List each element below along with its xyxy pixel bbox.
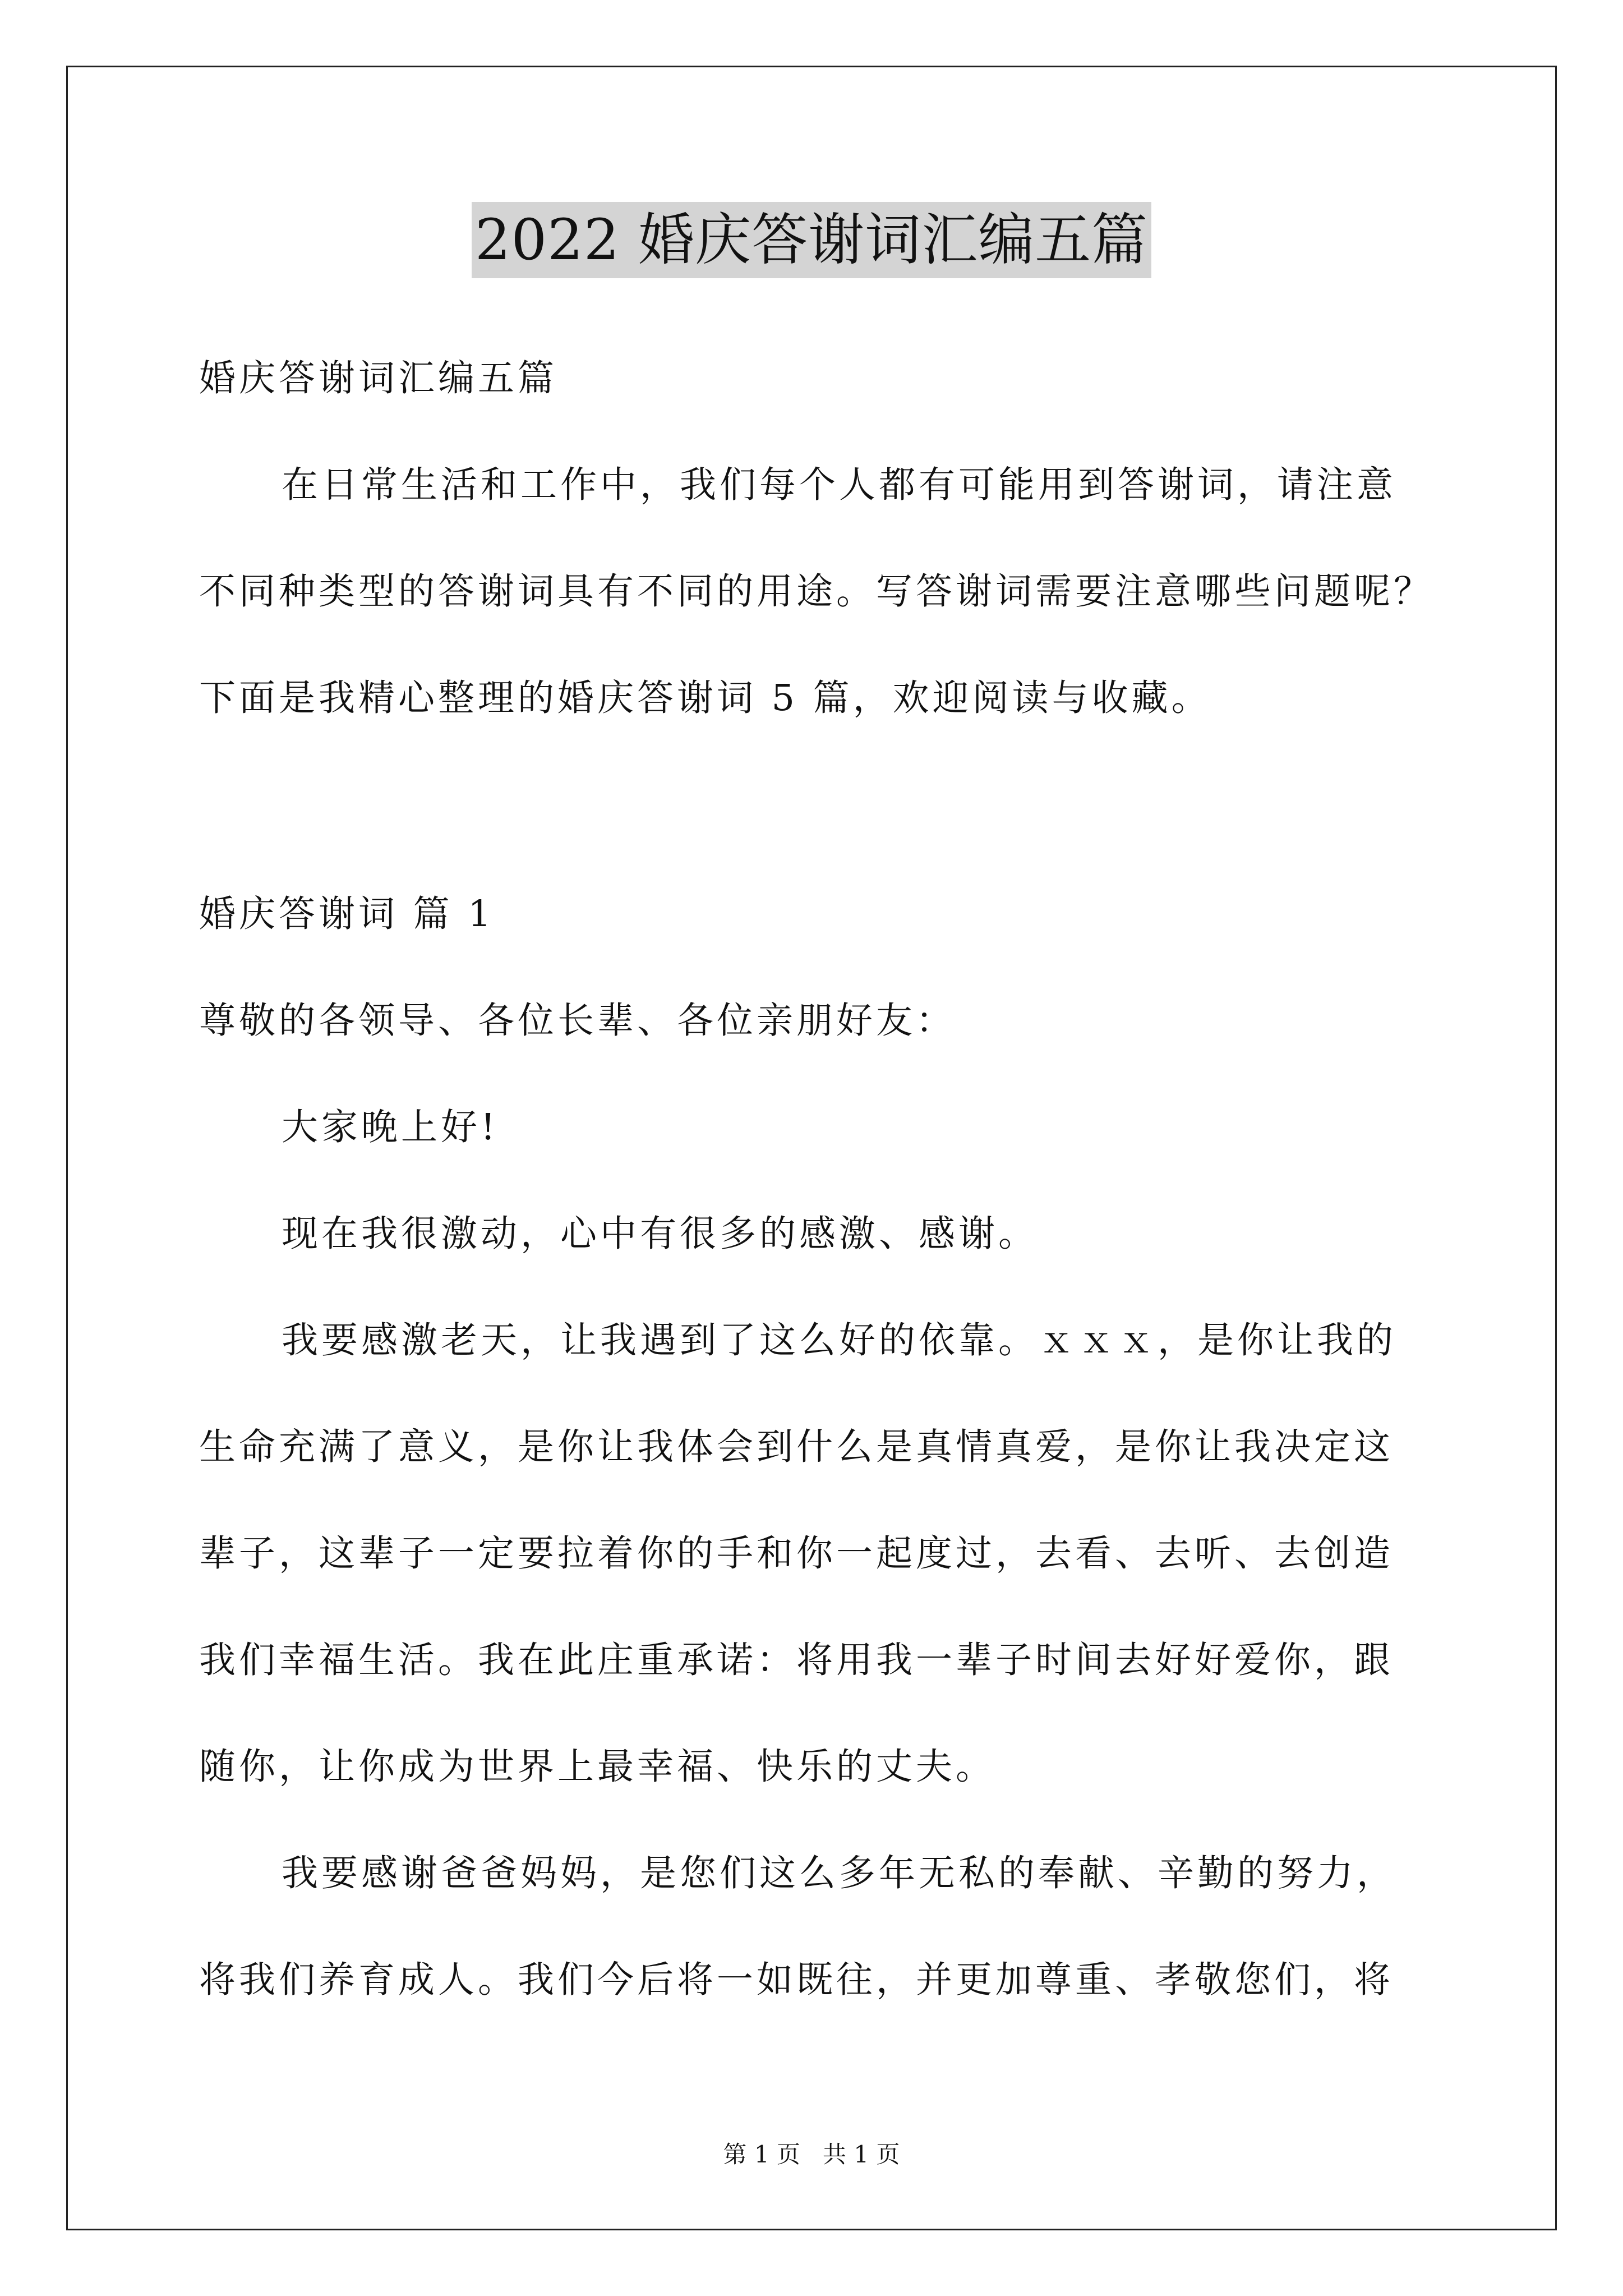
greeting: 大家晚上好! — [282, 1106, 499, 1148]
subtitle: 婚庆答谢词汇编五篇 — [199, 357, 558, 399]
intro-line: 不同种类型的答谢词具有不同的用途。写答谢词需要注意哪些问题呢？ — [199, 570, 1434, 613]
paragraph-line: 我要感谢爸爸妈妈，是您们这么多年无私的奉献、辛勤的努力， — [282, 1852, 1397, 1894]
paragraph-line: 我要感激老天，让我遇到了这么好的依靠。ｘｘｘ，是你让我的 — [282, 1319, 1397, 1361]
paragraph-line: 现在我很激动，心中有很多的感激、感谢。 — [282, 1213, 1039, 1255]
section-heading: 婚庆答谢词 篇 1 — [199, 893, 495, 935]
paragraph-line: 辈子，这辈子一定要拉着你的手和你一起度过，去看、去听、去创造 — [199, 1533, 1394, 1575]
intro-line: 下面是我精心整理的婚庆答谢词 5 篇，欢迎阅读与收藏。 — [199, 677, 1211, 719]
page-footer: 第 1 页 共 1 页 — [723, 2141, 900, 2168]
paragraph-line: 我们幸福生活。我在此庄重承诺：将用我一辈子时间去好好爱你，跟 — [199, 1639, 1394, 1681]
title-container — [0, 202, 1623, 278]
intro-line: 在日常生活和工作中，我们每个人都有可能用到答谢词，请注意 — [282, 464, 1397, 506]
paragraph-line: 将我们养育成人。我们今后将一如既往，并更加尊重、孝敬您们，将 — [199, 1959, 1394, 2001]
document-title: 2022 婚庆答谢词汇编五篇 — [472, 202, 1151, 278]
paragraph-line: 随你，让你成为世界上最幸福、快乐的丈夫。 — [199, 1746, 996, 1788]
paragraph-line: 生命充满了意义，是你让我体会到什么是真情真爱，是你让我决定这 — [199, 1426, 1394, 1468]
salutation: 尊敬的各领导、各位长辈、各位亲朋好友： — [199, 1000, 956, 1042]
